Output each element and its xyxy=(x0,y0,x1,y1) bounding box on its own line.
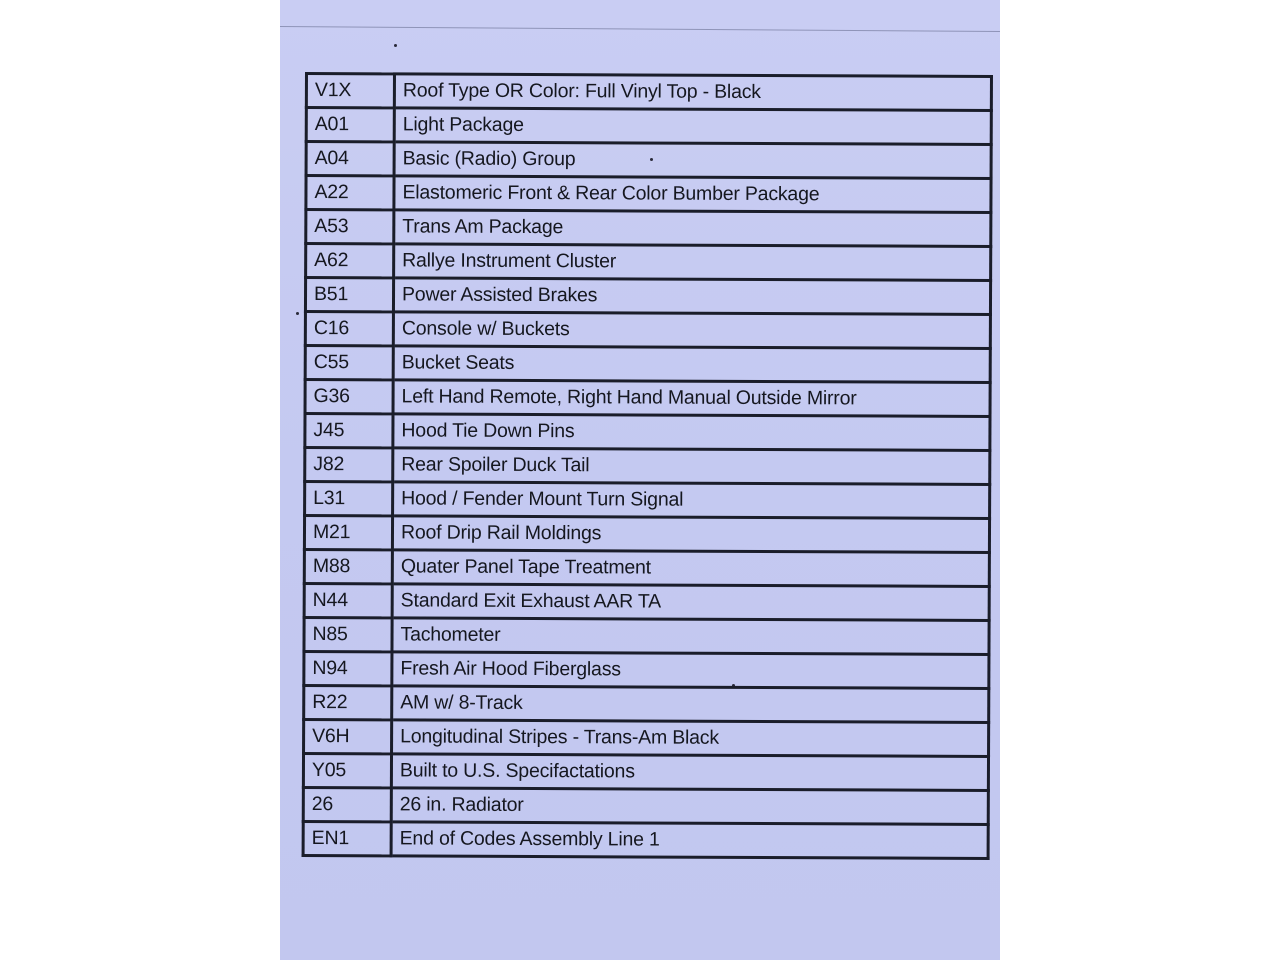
table-row xyxy=(305,380,990,417)
option-description-cell: 26 in. Radiator xyxy=(391,788,988,825)
option-code-cell: Y05 xyxy=(303,754,391,788)
table-row xyxy=(306,176,991,213)
option-code-cell: 26 xyxy=(303,787,391,821)
paper-speck xyxy=(394,44,397,47)
table-row xyxy=(306,142,991,179)
option-code-cell: A04 xyxy=(306,142,394,176)
option-description-cell: AM w/ 8-Track xyxy=(392,686,989,723)
table-row xyxy=(303,821,988,858)
option-code-cell: N85 xyxy=(304,618,392,652)
option-code-cell: A01 xyxy=(306,108,394,142)
option-code-cell: V6H xyxy=(304,720,392,754)
option-description-cell: Rallye Instrument Cluster xyxy=(394,244,991,281)
table-row xyxy=(304,686,989,723)
option-description-cell: Built to U.S. Specifactations xyxy=(391,754,988,791)
option-code-cell: C16 xyxy=(305,312,393,346)
option-description-cell: Basic (Radio) Group xyxy=(394,142,991,179)
option-codes-table xyxy=(302,72,993,860)
option-code-cell: N94 xyxy=(304,652,392,686)
table-row xyxy=(304,720,989,757)
option-description-cell: Elastomeric Front & Rear Color Bumber Package xyxy=(394,176,991,213)
table-row xyxy=(305,414,990,451)
table-row xyxy=(304,516,989,553)
option-code-cell: EN1 xyxy=(303,821,391,855)
option-description-cell: Hood / Fender Mount Turn Signal xyxy=(393,482,990,519)
option-description-cell: Left Hand Remote, Right Hand Manual Outside Mirror xyxy=(393,380,990,417)
table-row xyxy=(304,618,989,655)
option-code-cell: V1X xyxy=(306,74,394,108)
table-row xyxy=(305,482,990,519)
table-row xyxy=(306,244,991,281)
option-description-cell: Hood Tie Down Pins xyxy=(393,414,990,451)
table-row xyxy=(305,278,990,315)
table-row xyxy=(305,346,990,383)
table-row xyxy=(305,448,990,485)
table-row xyxy=(304,550,989,587)
option-description-cell: Power Assisted Brakes xyxy=(393,278,990,315)
option-code-cell: J82 xyxy=(305,448,393,482)
table-row xyxy=(304,652,989,689)
option-description-cell: Trans Am Package xyxy=(394,210,991,247)
option-code-cell: A22 xyxy=(306,176,394,210)
table-row xyxy=(305,312,990,349)
option-description-cell: Quater Panel Tape Treatment xyxy=(392,550,989,587)
option-code-cell: A62 xyxy=(306,244,394,278)
option-code-cell: B51 xyxy=(305,278,393,312)
option-description-cell: Fresh Air Hood Fiberglass xyxy=(392,652,989,689)
table-row xyxy=(304,584,989,621)
table-row xyxy=(303,787,988,824)
paper-top-rule xyxy=(280,26,1000,32)
table-row xyxy=(306,74,991,111)
option-description-cell: End of Codes Assembly Line 1 xyxy=(391,822,988,859)
option-code-cell: J45 xyxy=(305,414,393,448)
option-code-cell: C55 xyxy=(305,346,393,380)
table-row xyxy=(306,210,991,247)
option-description-cell: Standard Exit Exhaust AAR TA xyxy=(392,584,989,621)
option-description-cell: Longitudinal Stripes - Trans-Am Black xyxy=(392,720,989,757)
option-code-cell: L31 xyxy=(305,482,393,516)
option-code-cell: G36 xyxy=(305,380,393,414)
option-description-cell: Light Package xyxy=(394,108,991,145)
option-code-cell: A53 xyxy=(306,210,394,244)
option-description-cell: Roof Type OR Color: Full Vinyl Top - Black xyxy=(394,74,991,111)
option-description-cell: Roof Drip Rail Moldings xyxy=(392,516,989,553)
option-description-cell: Tachometer xyxy=(392,618,989,655)
option-description-cell: Console w/ Buckets xyxy=(393,312,990,349)
paper-speck xyxy=(296,312,299,315)
option-description-cell: Rear Spoiler Duck Tail xyxy=(393,448,990,485)
option-code-cell: M21 xyxy=(304,516,392,550)
option-codes-body xyxy=(303,74,991,859)
option-description-cell: Bucket Seats xyxy=(393,346,990,383)
table-row xyxy=(306,108,991,145)
table-row xyxy=(303,754,988,791)
option-code-cell: N44 xyxy=(304,584,392,618)
option-code-cell: R22 xyxy=(304,686,392,720)
option-code-cell: M88 xyxy=(304,550,392,584)
